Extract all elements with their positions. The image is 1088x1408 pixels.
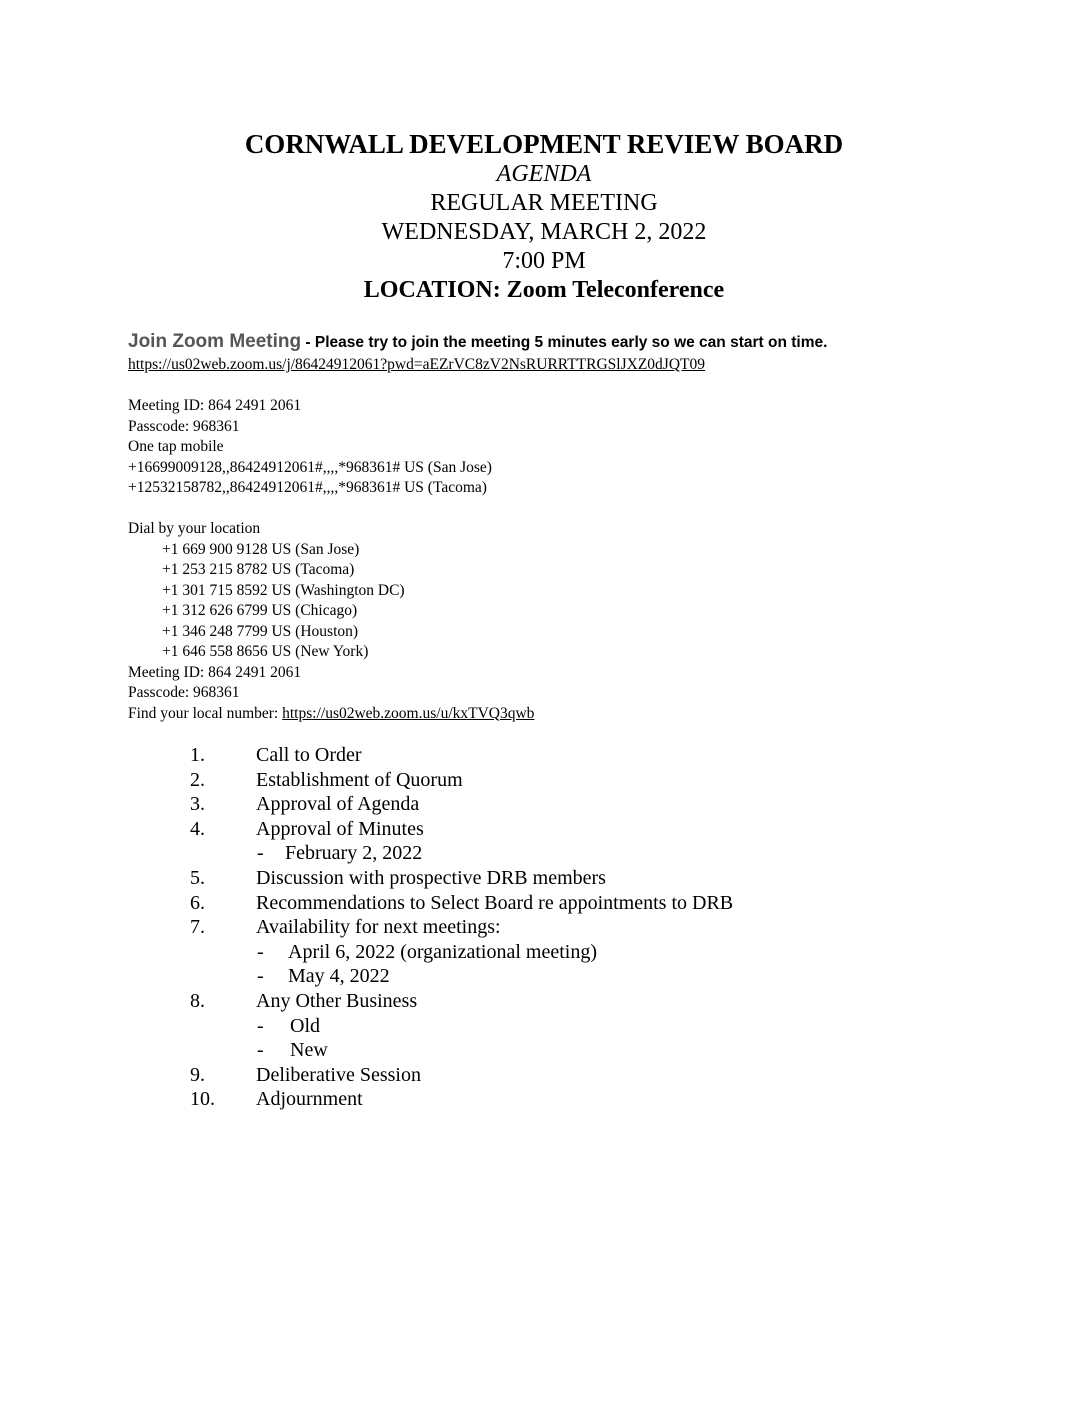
- agenda-item-number: 5.: [190, 866, 205, 889]
- dial-label: Dial by your location: [128, 520, 261, 537]
- agenda-item-text: Discussion with prospective DRB members: [256, 866, 606, 889]
- document-header: [0, 128, 1088, 305]
- agenda-item-text: Establishment of Quorum: [256, 768, 463, 791]
- local-number-link[interactable]: https://us02web.zoom.us/u/kxTVQ3qwb: [282, 704, 535, 722]
- dial-number: +1 253 215 8782 US (Tacoma): [162, 561, 355, 578]
- agenda-subitem-text: February 2, 2022: [285, 842, 423, 865]
- meeting-link-row: [128, 355, 705, 375]
- agenda-subitem-text: New: [290, 1039, 328, 1062]
- dial-number: +1 669 900 9128 US (San Jose): [162, 540, 360, 558]
- agenda-item-text: Approval of Agenda: [256, 793, 420, 816]
- meeting-id: Meeting ID: 864 2491 2061: [128, 397, 302, 414]
- local-number-row: [128, 704, 534, 725]
- join-zoom-heading: [128, 331, 827, 353]
- agenda-subitem-text: May 4, 2022: [288, 965, 390, 988]
- agenda-item-number: 9.: [190, 1063, 205, 1086]
- dial-number: +1 346 248 7799 US (Houston): [162, 622, 359, 640]
- agenda-subitem-text: Old: [290, 1014, 320, 1037]
- agenda-item-text: Deliberative Session: [256, 1063, 421, 1086]
- join-zoom-note: - Please try to join the meeting 5 minutes early so we can start on time.: [301, 334, 828, 351]
- passcode-repeat: Passcode: 968361: [128, 684, 240, 701]
- agenda-item-text: Recommendations to Select Board re appointments to DRB: [256, 891, 734, 914]
- agenda-item-number: 1.: [190, 744, 205, 766]
- sub-bullet: -: [257, 1014, 264, 1037]
- meeting-location: LOCATION: Zoom Teleconference: [363, 277, 725, 303]
- agenda-item-number: 8.: [190, 989, 205, 1012]
- local-number-label: Find your local number:: [128, 704, 283, 722]
- meeting-time: 7:00 PM: [502, 248, 586, 274]
- meeting-date: WEDNESDAY, MARCH 2, 2022: [381, 219, 707, 245]
- agenda-item-number: 3.: [190, 793, 205, 816]
- meeting-type: REGULAR MEETING: [430, 190, 658, 216]
- dial-number: +1 301 715 8592 US (Washington DC): [162, 581, 405, 599]
- zoom-dial-info: [128, 396, 534, 724]
- passcode: Passcode: 968361: [128, 417, 240, 435]
- agenda-label: AGENDA: [496, 161, 592, 187]
- agenda-item-text: Adjournment: [256, 1088, 363, 1111]
- sub-bullet: -: [257, 1039, 264, 1062]
- agenda-item-text: Call to Order: [256, 744, 362, 766]
- one-tap-number: +16699009128,,86424912061#,,,,*968361# US (San Jose): [128, 458, 492, 476]
- agenda-item-number: 2.: [190, 768, 205, 791]
- agenda-item-number: 6.: [190, 891, 205, 914]
- agenda-subitem-text: April 6, 2022 (organizational meeting): [288, 940, 597, 963]
- one-tap-number: +12532158782,,86424912061#,,,,*968361# US (Tacoma): [128, 479, 487, 496]
- dial-number: +1 312 626 6799 US (Chicago): [162, 602, 358, 619]
- agenda-item-text: Approval of Minutes: [256, 817, 424, 840]
- sub-bullet: -: [257, 940, 264, 963]
- agenda-item-number: 7.: [190, 916, 205, 939]
- agenda-item-number: 10.: [190, 1088, 215, 1111]
- zoom-meeting-link[interactable]: https://us02web.zoom.us/j/86424912061?pwd=aEZrVC8zV2NsRURRTTRGSlJXZ0dJQT09: [128, 356, 705, 373]
- spacer: [128, 499, 534, 520]
- agenda-item-text: Any Other Business: [256, 989, 418, 1012]
- join-zoom-label: Join Zoom Meeting: [128, 331, 302, 352]
- sub-bullet: -: [257, 965, 264, 988]
- agenda-item-text: Availability for next meetings:: [256, 916, 501, 939]
- one-tap-label: One tap mobile: [128, 438, 224, 455]
- agenda-item-number: 4.: [190, 817, 205, 840]
- meeting-id-repeat: Meeting ID: 864 2491 2061: [128, 663, 302, 681]
- dial-number: +1 646 558 8656 US (New York): [162, 643, 369, 660]
- sub-bullet: -: [257, 842, 264, 865]
- board-title: CORNWALL DEVELOPMENT REVIEW BOARD: [244, 129, 844, 159]
